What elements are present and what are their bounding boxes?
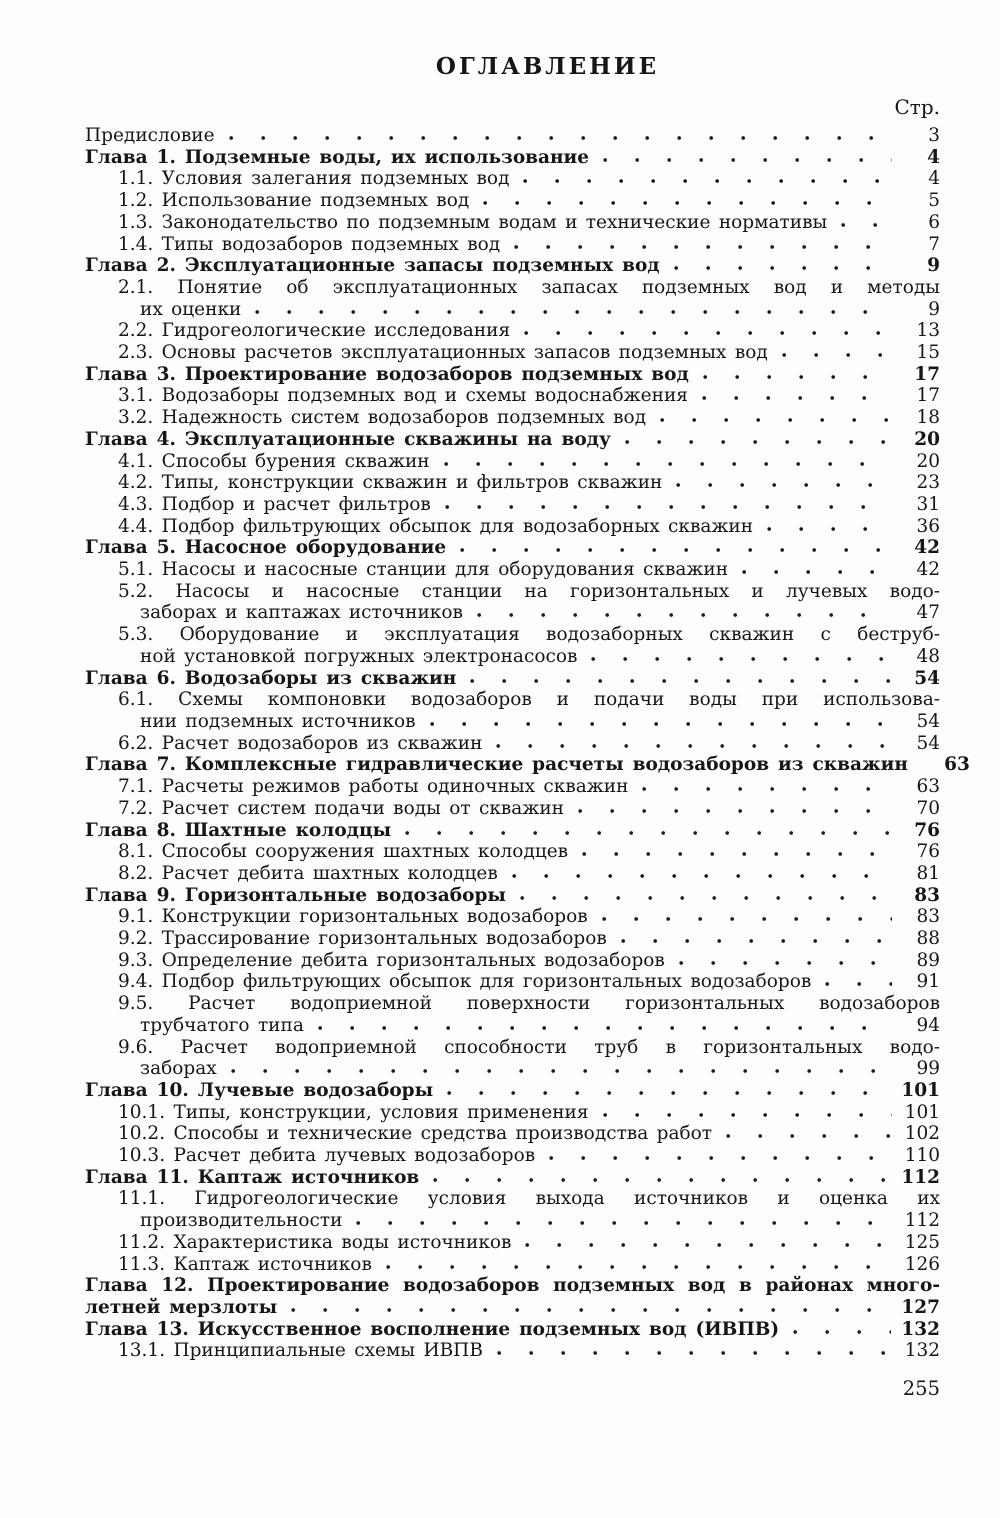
toc-entry xyxy=(85,863,940,885)
toc-entry-wrapped-line: 6.1. Схемы компоновки водозаборов и подачи воды при использова- xyxy=(118,689,940,711)
toc-entry-text: 9.1. Конструкции горизонтальных водозаборов xyxy=(118,906,588,928)
toc-entry-last-line xyxy=(85,820,940,842)
dot-leader xyxy=(676,482,892,488)
toc-entry-page-number: 17 xyxy=(916,385,940,407)
toc-entry-text: 4.3. Подбор и расчет фильтров xyxy=(118,493,431,515)
toc-entry-text: их оценки xyxy=(140,298,242,320)
toc-entry-last-line xyxy=(118,516,940,538)
toc-entry-text: трубчатого типа xyxy=(140,1014,304,1036)
toc-entry-page-number: 125 xyxy=(904,1231,940,1253)
toc-entry-text: Предисловие xyxy=(85,125,215,146)
toc-entry-text: 4.4. Подбор фильтрующих обсыпок для водозаборных скважин xyxy=(118,515,754,537)
toc-entry-page-number: 91 xyxy=(916,971,940,993)
toc-entry xyxy=(85,776,940,798)
dot-leader xyxy=(793,1329,891,1335)
toc-entry-page-number: 36 xyxy=(916,515,940,537)
dot-leader xyxy=(229,135,892,141)
toc-entry xyxy=(85,342,940,364)
toc-entry xyxy=(85,1037,940,1080)
dot-leader xyxy=(825,981,892,987)
toc-entry xyxy=(85,190,940,212)
toc-entry xyxy=(85,971,940,993)
dot-leader xyxy=(318,1025,892,1031)
toc-entry-text: 9.3. Определение дебита горизонтальных водозаборов xyxy=(118,949,665,971)
toc-entry xyxy=(85,1167,940,1189)
toc-entry-last-line xyxy=(118,190,940,212)
toc-entry-text: 1.1. Условия залегания подземных вод xyxy=(118,168,510,190)
toc-entry xyxy=(85,147,940,169)
toc-entry-text: 9.2. Трассирование горизонтальных водозаборов xyxy=(118,928,607,950)
toc-entry-text: 7.2. Расчет систем подачи воды от скважин xyxy=(118,797,565,819)
dot-leader xyxy=(703,374,892,380)
toc-entry-last-line xyxy=(118,971,940,993)
toc-entry-page-number: 112 xyxy=(901,1166,940,1188)
dot-leader xyxy=(231,1068,892,1074)
toc-entry-page-number: 42 xyxy=(914,537,940,559)
toc-entry-page-number: 101 xyxy=(901,1079,940,1101)
toc-entry xyxy=(85,689,940,732)
dot-leader xyxy=(445,504,892,510)
dot-leader xyxy=(674,265,892,271)
dot-leader xyxy=(660,417,892,423)
dot-leader xyxy=(841,222,892,228)
toc-entry-last-line xyxy=(85,1319,940,1341)
toc-entry-page-number: 110 xyxy=(904,1145,940,1167)
toc-entry-text: 5.1. Насосы и насосные станции для оборудования скважин xyxy=(118,559,729,581)
toc-entry xyxy=(85,668,940,690)
toc-entry xyxy=(85,537,940,559)
toc-entry-page-number: 31 xyxy=(916,493,940,515)
toc-entry-page-number: 54 xyxy=(916,710,940,732)
toc-entry xyxy=(85,277,940,320)
toc-entry xyxy=(85,1254,940,1276)
dot-leader xyxy=(549,1155,892,1161)
toc-entry-wrapped-line: Глава 12. Проектирование водозаборов подземных вод в районах много- xyxy=(85,1275,940,1297)
dot-leader xyxy=(582,851,892,857)
toc-entry-last-line xyxy=(118,950,940,972)
toc-entry xyxy=(85,516,940,538)
toc-entry-text: 11.3. Каптаж источников xyxy=(118,1253,372,1275)
dot-leader xyxy=(625,439,892,445)
toc-entry xyxy=(85,472,940,494)
toc-entry xyxy=(85,364,940,386)
toc-entry-page-number: 54 xyxy=(916,732,940,754)
toc-entry-text: Глава 9. Горизонтальные водозаборы xyxy=(85,884,506,906)
toc-entry xyxy=(85,581,940,624)
dot-leader xyxy=(525,1242,892,1248)
toc-entry-last-line xyxy=(118,711,940,733)
toc-entry xyxy=(85,820,940,842)
toc-entry-text: летней мерзлоты xyxy=(85,1296,278,1318)
toc-entry xyxy=(85,320,940,342)
toc-entry-page-number: 23 xyxy=(916,472,940,494)
dot-leader xyxy=(477,612,892,618)
toc-entry xyxy=(85,407,940,429)
dot-leader xyxy=(702,395,892,401)
dot-leader xyxy=(497,1350,892,1356)
dot-leader xyxy=(433,1177,891,1183)
toc-entry xyxy=(85,1319,940,1341)
toc-entry-last-line xyxy=(118,798,940,820)
toc-entry-last-line xyxy=(118,168,940,190)
toc-entry-last-line xyxy=(118,863,940,885)
toc-entry-text: 2.2. Гидрогеологические исследования xyxy=(118,320,511,342)
toc-entry-text: 9.4. Подбор фильтрующих обсыпок для горизонтальных водозаборов xyxy=(118,971,812,993)
toc-entry-last-line xyxy=(85,754,970,776)
toc-entry-page-number: 5 xyxy=(928,190,940,212)
toc-entry xyxy=(85,885,940,907)
toc-entry-last-line xyxy=(118,602,940,624)
toc-entry xyxy=(85,451,940,473)
toc-entry-text: 10.3. Расчет дебита лучевых водозаборов xyxy=(118,1145,536,1167)
toc-entry-last-line xyxy=(118,1102,940,1124)
toc-entry-page-number: 63 xyxy=(944,754,970,776)
page-column-header: Стр. xyxy=(894,95,940,119)
toc-entry-text: заборах и каптажах источников xyxy=(140,602,463,624)
toc-entry-page-number: 99 xyxy=(916,1058,940,1080)
toc-entry-last-line xyxy=(118,841,940,863)
toc-entry-last-line xyxy=(118,1210,940,1232)
dot-leader xyxy=(356,1220,892,1226)
toc-entry xyxy=(85,754,970,776)
toc-entry-text: Глава 6. Водозаборы из скважин xyxy=(85,667,457,689)
toc-entry xyxy=(85,212,940,234)
toc-entry xyxy=(85,1232,940,1254)
toc-entry-last-line xyxy=(118,1232,940,1254)
dot-leader xyxy=(523,178,892,184)
dot-leader xyxy=(524,330,892,336)
dot-leader xyxy=(430,721,892,727)
dot-leader xyxy=(447,1090,891,1096)
toc-entry-page-number: 6 xyxy=(928,211,940,233)
toc-entry-last-line xyxy=(118,1254,940,1276)
toc-entry-wrapped-line: 9.5. Расчет водоприемной поверхности горизонтальных водозаборов xyxy=(118,993,940,1015)
dot-leader xyxy=(386,1264,892,1270)
toc-entry-page-number: 15 xyxy=(916,342,940,364)
toc-entry-last-line xyxy=(85,885,940,907)
toc-entry-last-line xyxy=(118,234,940,256)
toc-entry xyxy=(85,928,940,950)
toc-entry xyxy=(85,494,940,516)
toc-entry xyxy=(85,906,940,928)
dot-leader xyxy=(603,157,892,163)
toc-entry-last-line xyxy=(118,451,940,473)
toc-entry-text: Глава 11. Каптаж источников xyxy=(85,1166,420,1188)
toc-entry-page-number: 18 xyxy=(916,407,940,429)
toc-entry-page-number: 127 xyxy=(901,1296,940,1318)
toc-entry-last-line xyxy=(118,733,940,755)
toc-entry-text: 10.2. Способы и технические средства производства работ xyxy=(118,1123,713,1145)
toc-entry-page-number: 76 xyxy=(914,819,940,841)
toc-entry-text: Глава 2. Эксплуатационные запасы подземных вод xyxy=(85,255,660,277)
toc-entry-last-line xyxy=(118,928,940,950)
toc-entry-page-number: 81 xyxy=(916,862,940,884)
dot-leader xyxy=(470,678,892,684)
toc-entry-last-line xyxy=(118,385,940,407)
dot-leader xyxy=(483,200,892,206)
toc-entry-page-number: 132 xyxy=(901,1318,940,1340)
toc-entry xyxy=(85,1145,940,1167)
toc-entry-text: 8.2. Расчет дебита шахтных колодцев xyxy=(118,862,498,884)
toc-entry-text: 11.2. Характеристика воды источников xyxy=(118,1231,512,1253)
toc-entry xyxy=(85,1102,940,1124)
toc-entry xyxy=(85,559,940,581)
toc-entry-page-number: 9 xyxy=(927,255,940,277)
toc-entry-last-line xyxy=(118,646,940,668)
toc-entry-last-line xyxy=(118,342,940,364)
toc-entry-page-number: 3 xyxy=(928,125,940,146)
dot-leader xyxy=(291,1307,891,1313)
toc-content xyxy=(85,53,970,1401)
dot-leader xyxy=(444,461,892,467)
toc-entry-page-number: 76 xyxy=(916,841,940,863)
toc-entry xyxy=(85,255,940,277)
toc-entry-last-line xyxy=(85,1297,940,1319)
toc-entry-text: 1.3. Законодательство по подземным водам и технические нормативы xyxy=(118,211,828,233)
toc-entry-last-line xyxy=(85,537,940,559)
toc-entry xyxy=(85,1275,940,1318)
toc-list xyxy=(85,125,970,1362)
toc-entry xyxy=(85,168,940,190)
toc-entry-page-number: 7 xyxy=(928,233,940,255)
dot-leader xyxy=(767,526,892,532)
toc-entry-page-number: 48 xyxy=(916,645,940,667)
toc-entry-last-line xyxy=(118,559,940,581)
toc-entry-page-number: 88 xyxy=(916,928,940,950)
toc-entry-page-number: 63 xyxy=(916,776,940,798)
dot-leader xyxy=(621,938,892,944)
toc-entry-text: Глава 5. Насосное оборудование xyxy=(85,537,447,559)
toc-entry xyxy=(85,1340,940,1362)
toc-entry-page-number: 83 xyxy=(914,884,940,906)
toc-entry-wrapped-line: 11.1. Гидрогеологические условия выхода источников и оценка их xyxy=(118,1188,940,1210)
dot-leader xyxy=(255,309,892,315)
toc-entry-text: Глава 3. Проектирование водозаборов подземных вод xyxy=(85,363,689,385)
toc-entry xyxy=(85,841,940,863)
toc-entry xyxy=(85,429,940,451)
dot-leader xyxy=(679,960,892,966)
toc-entry-page-number: 102 xyxy=(904,1123,940,1145)
toc-entry xyxy=(85,1080,940,1102)
dot-leader xyxy=(591,656,892,662)
dot-leader xyxy=(642,786,892,792)
toc-entry xyxy=(85,385,940,407)
dot-leader xyxy=(512,873,892,879)
toc-entry-page-number: 13 xyxy=(916,320,940,342)
toc-entry-wrapped-line: 5.3. Оборудование и эксплуатация водозаборных скважин с беструб- xyxy=(118,624,940,646)
toc-entry-page-number: 20 xyxy=(914,428,940,450)
toc-entry-text: Глава 4. Эксплуатационные скважины на воду xyxy=(85,428,611,450)
toc-entry-text: Глава 10. Лучевые водозаборы xyxy=(85,1079,434,1101)
toc-entry xyxy=(85,993,940,1036)
toc-entry-page-number: 126 xyxy=(904,1253,940,1275)
toc-entry-last-line xyxy=(118,906,940,928)
toc-entry-last-line xyxy=(85,1167,940,1189)
toc-entry-page-number: 94 xyxy=(916,1014,940,1036)
toc-entry-last-line xyxy=(118,776,940,798)
toc-entry-last-line xyxy=(85,429,940,451)
toc-entry-text: 13.1. Принципиальные схемы ИВПВ xyxy=(118,1340,483,1362)
toc-entry-text: 3.2. Надежность систем водозаборов подземных вод xyxy=(118,407,647,429)
toc-entry-wrapped-line: 9.6. Расчет водоприемной способности труб в горизонтальных водо- xyxy=(118,1036,940,1058)
toc-entry-last-line xyxy=(118,472,940,494)
toc-entry-text: нии подземных источников xyxy=(140,710,416,732)
toc-entry-page-number: 42 xyxy=(916,559,940,581)
toc-entry-text: 7.1. Расчеты режимов работы одиночных скважин xyxy=(118,776,629,798)
page-number-footer: 255 xyxy=(902,1377,940,1401)
dot-leader xyxy=(460,547,892,553)
dot-leader xyxy=(578,808,892,814)
toc-entry xyxy=(85,125,940,147)
dot-leader xyxy=(496,743,892,749)
toc-entry-last-line xyxy=(118,1058,940,1080)
toc-entry xyxy=(85,798,940,820)
toc-entry-page-number: 83 xyxy=(916,906,940,928)
toc-entry-last-line xyxy=(85,1080,940,1102)
toc-entry-text: 1.2. Использование подземных вод xyxy=(118,190,470,212)
toc-entry-page-number: 4 xyxy=(928,168,940,190)
toc-entry-last-line xyxy=(85,125,940,147)
toc-entry xyxy=(85,950,940,972)
toc-entry-page-number: 17 xyxy=(914,363,940,385)
toc-entry-page-number: 54 xyxy=(914,667,940,689)
toc-entry-last-line xyxy=(118,1015,940,1037)
dot-leader xyxy=(602,916,892,922)
dot-leader xyxy=(782,352,892,358)
toc-entry-text: Глава 13. Искусственное восполнение подземных вод (ИВПВ) xyxy=(85,1318,780,1340)
toc-entry-page-number: 47 xyxy=(916,602,940,624)
toc-entry-text: Глава 1. Подземные воды, их использование xyxy=(85,146,590,168)
toc-entry-last-line xyxy=(118,407,940,429)
toc-entry xyxy=(85,624,940,667)
toc-entry-page-number: 112 xyxy=(904,1210,940,1232)
toc-entry-last-line xyxy=(118,1145,940,1167)
toc-entry-text: 6.2. Расчет водозаборов из скважин xyxy=(118,732,483,754)
toc-entry-last-line xyxy=(118,299,940,321)
toc-entry-text: заборах xyxy=(140,1058,217,1080)
toc-entry-text: 8.1. Способы сооружения шахтных колодцев xyxy=(118,841,569,863)
toc-entry-page-number: 9 xyxy=(928,298,940,320)
toc-entry-text: 3.1. Водозаборы подземных вод и схемы водоснабжения xyxy=(118,385,688,407)
toc-entry xyxy=(85,1188,940,1231)
toc-entry-wrapped-line: 2.1. Понятие об эксплуатационных запасах подземных вод и методы xyxy=(118,276,940,298)
dot-leader xyxy=(405,830,892,836)
toc-entry-last-line xyxy=(118,1123,940,1145)
toc-entry-text: ной установкой погружных электронасосов xyxy=(140,645,578,667)
toc-entry-last-line xyxy=(118,1340,940,1362)
toc-entry-text: Глава 8. Шахтные колодцы xyxy=(85,819,392,841)
toc-entry-last-line xyxy=(118,320,940,342)
toc-entry-last-line xyxy=(85,147,940,169)
toc-entry-text: Глава 7. Комплексные гидравлические расчеты водозаборов из скважин xyxy=(85,754,908,776)
toc-entry-last-line xyxy=(85,668,940,690)
dot-leader xyxy=(520,895,892,901)
dot-leader xyxy=(514,244,892,250)
toc-entry-last-line xyxy=(118,494,940,516)
toc-entry-text: 2.3. Основы расчетов эксплуатационных запасов подземных вод xyxy=(118,342,768,364)
toc-entry-last-line xyxy=(85,364,940,386)
toc-entry-page-number: 70 xyxy=(916,797,940,819)
toc-entry-last-line xyxy=(85,255,940,277)
toc-entry-page-number: 4 xyxy=(927,146,940,168)
page-title: ОГЛАВЛЕНИЕ xyxy=(435,53,660,80)
toc-entry xyxy=(85,733,940,755)
toc-entry-text: 10.1. Типы, конструкции, условия применения xyxy=(118,1101,589,1123)
dot-leader xyxy=(726,1133,892,1139)
toc-entry-page-number: 89 xyxy=(916,949,940,971)
toc-entry-text: 4.1. Способы бурения скважин xyxy=(118,450,430,472)
toc-entry-page-number: 101 xyxy=(904,1101,940,1123)
toc-entry-last-line xyxy=(118,212,940,234)
toc-entry-page-number: 20 xyxy=(916,450,940,472)
toc-entry-text: 1.4. Типы водозаборов подземных вод xyxy=(118,233,501,255)
toc-entry-text: 4.2. Типы, конструкции скважин и фильтров скважин xyxy=(118,472,663,494)
toc-entry-text: производительности xyxy=(140,1210,343,1232)
toc-entry xyxy=(85,234,940,256)
toc-entry-page-number: 132 xyxy=(904,1340,940,1362)
toc-entry xyxy=(85,1123,940,1145)
dot-leader xyxy=(603,1112,892,1118)
dot-leader xyxy=(742,569,892,575)
toc-entry-wrapped-line: 5.2. Насосы и насосные станции на горизонтальных и лучевых водо- xyxy=(118,580,940,602)
